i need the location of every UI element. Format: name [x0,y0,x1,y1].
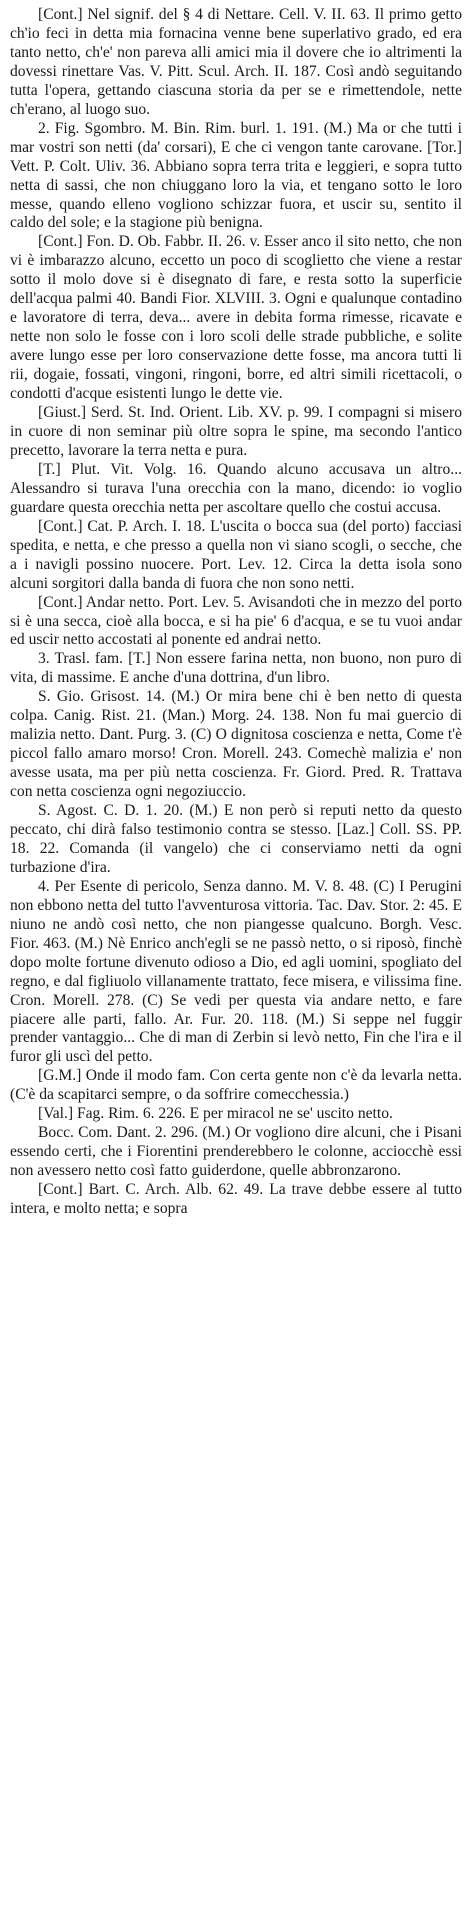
entry-paragraph-12: [G.M.] Onde il modo fam. Con certa gente non c'è da levarla netta. (C'è da scapitarci sempre, o da soffrire comecchessia.) [10,1067,462,1104]
entry-paragraph-9: S. Gio. Grisost. 14. (M.) Or mira bene chi è ben netto di questa colpa. Canig. Rist. 21. (Man.) Morg. 24. 138. Non fu mai guercio di malizia netto. Dant. Purg. 3. (C) O dignitosa coscienza e netta, Come t'è piccol fallo amaro morso! Cron. Morell. 243. Comechè malizia e' non avesse usata, ma per più netta coscienza. Fr. Giord. Pred. R. Trattava con netta coscienza ogni negoziuccio. [10,688,462,801]
entry-paragraph-7: [Cont.] Andar netto. Port. Lev. 5. Avisandoti che in mezzo del porto si è una secca, cioè alla bocca, e si ha pie' 6 d'acqua, e se tu vuoi andar ed uscir netto accostati al ponente ed andrai netto. [10,593,462,649]
entry-paragraph-5: [T.] Plut. Vit. Volg. 16. Quando alcuno accusava un altro... Alessandro si turava l'una orecchia con la mano, dicendo: io voglio guardare questa orecchia netta per ascoltare quello che costui accusa. [10,460,462,516]
entry-paragraph-11: 4. Per Esente di pericolo, Senza danno. M. V. 8. 48. (C) I Perugini non ebbono netta del tutto l'avventurosa vittoria. Tac. Dav. Stor. 2: 45. E niuno ne andò così netto, che non piangesse qualcuno. Borgh. Vesc. Fior. 463. (M.) Nè Enrico anch'egli se ne passò netto, o si riposò, finchè dopo molte fortune divenuto odioso a Dio, ed agli uomini, spogliato del regno, e dal figliuolo villanamente trattato, fece misera, e vilissima fine. Cron. Morell. 278. (C) Se vedi per questa via andare netto, e fare piacere alle parti, fallo. Ar. Fur. 20. 118. (M.) Si seppe nel fuggir prender vantaggio... Che di man di Zerbin si levò netto, Fin che l'ira e il furor gli uscì del petto. [10,877,462,1066]
entry-paragraph-10: S. Agost. C. D. 1. 20. (M.) E non però si reputi netto da questo peccato, chi dirà falso testimonio contra se stesso. [Laz.] Coll. SS. PP. 18. 22. Comanda (il vangelo) che ci conserviamo netti da ogni turbazione d'ira. [10,802,462,876]
entry-paragraph-14: Bocc. Com. Dant. 2. 296. (M.) Or vogliono dire alcuni, che i Pisani essendo certi, che i Fiorentini prenderebbero le colonne, acciocchè essi non avessero netto così fatto guiderdone, quelle abbronzarono. [10,1124,462,1180]
entry-paragraph-1: [Cont.] Nel signif. del § 4 di Nettare. Cell. V. II. 63. Il primo getto ch'io feci in detta mia fornacina venne bene superlativo grado, ed era tanto netto, ch'e' non pareva alli amici mia il dovere che io altrimenti la dovessi rinettare Vas. V. Pitt. Scul. Arch. II. 187. Così andò seguitando tutta l'opera, gettando ciascuna storia da per se e rimettendole, nette ch'erano, al luogo suo. [10,6,462,118]
entry-paragraph-13: [Val.] Fag. Rim. 6. 226. E per miracol ne se' uscito netto. [38,1105,393,1123]
entry-paragraph-3: [Cont.] Fon. D. Ob. Fabbr. II. 26. v. Esser anco il sito netto, che non vi è imbarazzo alcuno, eccetto un poco di scoglietto che viene a restar sotto il molo dove si è disegnato di fare, e resta sotto la superficie dell'acqua palmi 40. Bandi Fior. XLVIII. 3. Ogni e qualunque contadino e lavoratore di terra, deva... avere in debita forma rimesse, ricavate e nette non solo le fosse con i loro scoli delle strade pubbliche, e solite avere lungo esse per loro conservazione dette fosse, ma ancora tutti li rii, dogaie, fossati, vingoni, ringoni, borre, ed altri simili ricettacoli, o condotti d'acque esistenti lungo le dette vie. [10,233,462,403]
entry-paragraph-2: 2. Fig. Sgombro. M. Bin. Rim. burl. 1. 191. (M.) Ma or che tutti i mar vostri son netti (da' corsari), E che ci vengon tante carovane. [Tor.] Vett. P. Colt. Uliv. 36. Abbiano sopra terra trita e leggieri, e sopra tutto netta di sassi, che non chiuggano loro la via, et tengano sotto le loro messe, quando elleno vogliono schizzar fuora, et uscir su, sentito il caldo del sole; e la stagione più benigna. [10,119,462,232]
entry-paragraph-15: [Cont.] Bart. C. Arch. Alb. 62. 49. La trave debbe essere al tutto intera, e molto netta; e sopra [10,1181,462,1218]
entry-paragraph-4: [Giust.] Serd. St. Ind. Orient. Lib. XV. p. 99. I compagni si misero in cuore di non seminar più oltre sopra le spine, ma secondo l'antico precetto, lavorare la terra netta e pura. [10,404,462,459]
entry-paragraph-8: 3. Trasl. fam. [T.] Non essere farina netta, non buono, non puro di vita, di massime. E anche d'una dottrina, d'un libro. [10,650,462,687]
entry-paragraph-6: [Cont.] Cat. P. Arch. I. 18. L'uscita o bocca sua (del porto) facciasi spedita, e netta, e che presso a quella non vi siano scogli, o secche, che a i navigli possino nuocere. Port. Lev. 12. Circa la detta isola sono alcuni sorgitori dalla banda di fuora che non sono netti. [10,517,462,592]
